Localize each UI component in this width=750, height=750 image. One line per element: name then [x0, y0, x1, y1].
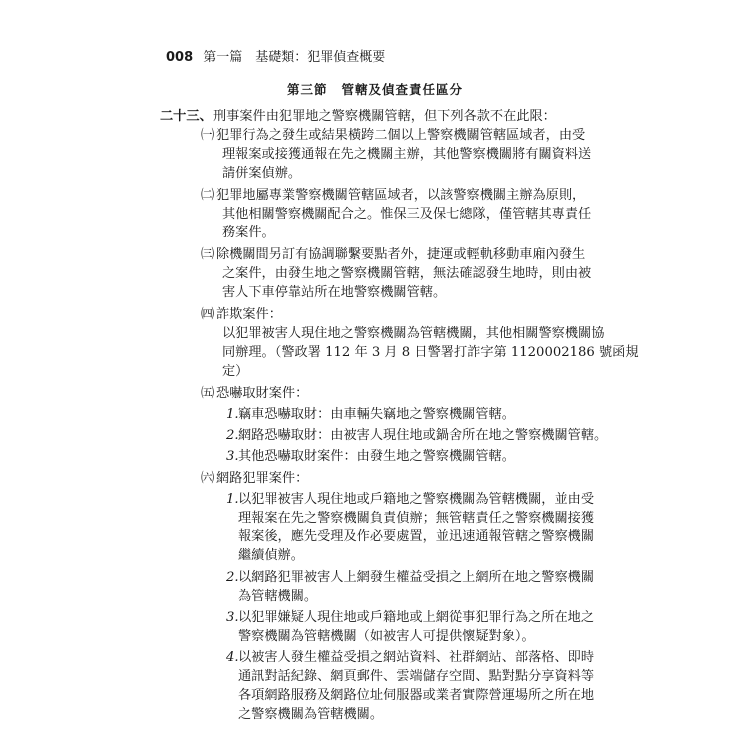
subitem-marker: 3. [226, 610, 239, 625]
subitem-text-line: 各項網路服務及網路位址伺服器或業者實際營運場所之所在地 [238, 688, 595, 704]
subitem-text-line: 繼續偵辦。 [238, 548, 304, 564]
running-header [166, 46, 385, 65]
subitem-marker: 1. [226, 406, 239, 422]
item-text-line: 網路犯罪案件： [216, 470, 309, 486]
item-text-line: 犯罪地屬專業警察機關管轄區域者，以該警察機關主辦為原則， [216, 187, 586, 203]
subitem-text-line: 理報案在先之警察機關負責偵辦；無管轄責任之警察機關接獲 [238, 510, 595, 526]
item-text-line: 定） [222, 363, 249, 379]
item-text-line: 除機關間另訂有協調聯繫要點者外，捷運或輕軌移動車廂內發生 [216, 247, 586, 263]
item-marker: ㈡ [201, 187, 215, 203]
article-intro: 刑事案件由犯罪地之警察機關管轄，但下列各款不在此限： [213, 109, 556, 124]
subitem-text-line: 網路恐嚇取財：由被害人現住地或鍋舍所在地之警察機關管轄。 [238, 427, 608, 443]
subitem-marker: 3. [226, 449, 239, 465]
subitem-text-line: 以被害人發生權益受損之網站資料、社群網站、部落格、即時 [238, 650, 595, 666]
section-title: 管轄及偵查責任區分 [341, 82, 464, 97]
item-text-line: 之案件，由發生地之警察機關管轄，無法確認發生地時，則由被 [222, 266, 592, 282]
subitem-text-line: 通訊對話紀錄、網頁郵件、雲端儲存空間、點對點分享資料等 [238, 669, 595, 685]
subitem-text-line: 竊車恐嚇取財：由車輛失竊地之警察機關管轄。 [238, 406, 515, 422]
item-text-line: 害人下車停靠站所在地警察機關管轄。 [222, 285, 447, 301]
item-text-line: 務案件。 [222, 225, 275, 241]
item-text-line: 同辦理。（警政署 112 年 3 月 8 日警署打詐字第 1120002186 號函規 [222, 344, 639, 360]
subitem-text-line: 警察機關為管轄機關（如被害人可提供懷疑對象）。 [238, 628, 535, 644]
item-text-line: 以犯罪被害人現住地之警察機關為管轄機關，其他相關警察機關協 [222, 325, 605, 341]
section-label: 第三節 [286, 82, 328, 97]
item-marker: ㈢ [201, 247, 215, 263]
subitem-text-line: 以犯罪嫌疑人現住地或戶籍地或上網從事犯罪行為之所在地之 [238, 610, 595, 625]
item-marker: ㈠ [201, 127, 215, 143]
item-text-line: 詐欺案件： [216, 307, 282, 322]
subitem-text-line: 以網路犯罪被害人上網發生權益受損之上網所在地之警察機關 [238, 569, 595, 585]
chapter-title: 第一篇 基礎類：犯罪偵查概要 [203, 50, 386, 65]
subitem-marker: 1. [226, 491, 239, 507]
subitem-text-line: 報案後，應先受理及作必要處置，並迅速通報管轄之警察機關 [238, 529, 595, 545]
section-heading [0, 80, 750, 98]
item-text-line: 其他相關警察機關配合之。惟保三及保七總隊，僅管轄其專責任 [222, 206, 592, 222]
item-marker: ㈣ [201, 307, 215, 322]
item-text-line: 犯罪行為之發生或結果橫跨二個以上警察機關管轄區域者，由受 [216, 127, 586, 143]
subitem-marker: 2. [226, 427, 239, 443]
subitem-text-line: 之警察機關為管轄機關。 [238, 707, 384, 722]
subitem-text-line: 為管轄機關。 [238, 588, 318, 604]
item-text-line: 恐嚇取財案件： [216, 385, 309, 401]
subitem-marker: 2. [226, 569, 239, 585]
article-number: 二十三、 [160, 109, 213, 124]
item-text-line: 理報案或接獲通報在先之機關主辦，其他警察機關將有關資料送 [222, 146, 592, 162]
item-marker: ㈥ [201, 470, 215, 486]
item-marker: ㈤ [201, 385, 215, 401]
subitem-marker: 4. [226, 650, 239, 666]
item-text-line: 請併案偵辦。 [222, 165, 302, 181]
subitem-text-line: 其他恐嚇取財案件：由發生地之警察機關管轄。 [238, 449, 515, 465]
page-number: 008 [166, 50, 194, 65]
subitem-text-line: 以犯罪被害人現住地或戶籍地之警察機關為管轄機關，並由受 [238, 491, 595, 507]
